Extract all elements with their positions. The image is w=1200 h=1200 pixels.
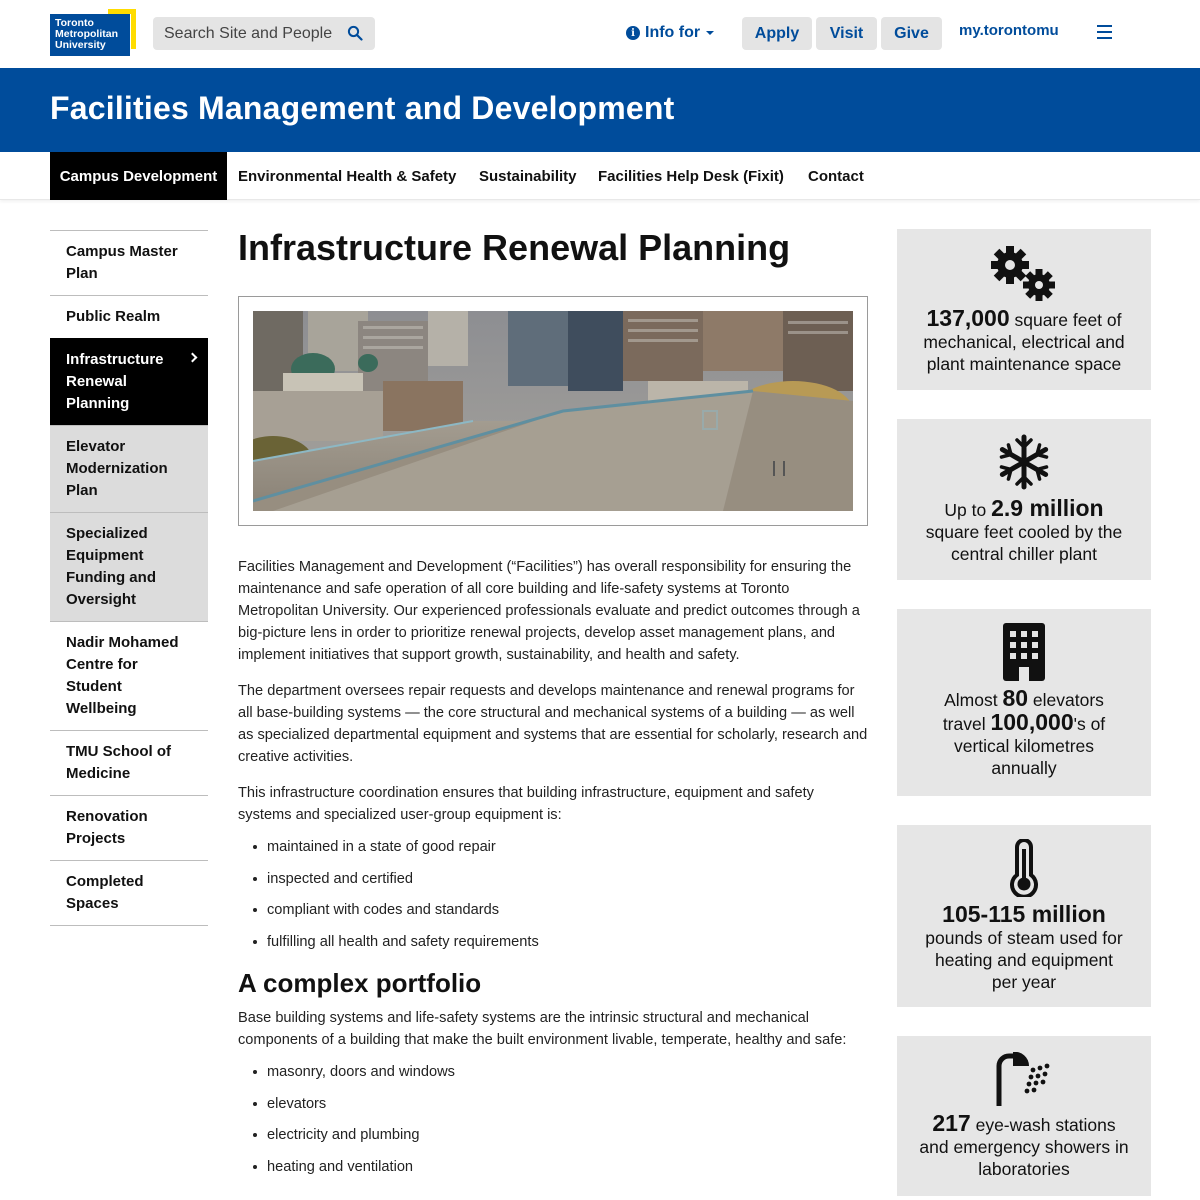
logo-line-3: University — [55, 39, 106, 51]
list-item: compliant with codes and standards — [238, 899, 868, 921]
building-icon — [1001, 623, 1047, 681]
thermometer-icon — [1007, 839, 1041, 897]
search-input[interactable] — [153, 17, 343, 50]
sidebar-item-specialized-equipment[interactable]: Specialized Equipment Funding and Oversight — [50, 512, 208, 621]
portfolio-heading: A complex portfolio — [238, 968, 482, 999]
site-header — [0, 0, 1200, 68]
stat-label: mechanical, electrical and — [923, 332, 1125, 352]
stat-label: elevators — [1028, 690, 1104, 710]
section-nav-environmental-health-safety[interactable]: Environmental Health & Safety — [238, 167, 457, 185]
section-nav-campus-development[interactable]: Campus Development — [50, 152, 227, 200]
stat-label: Almost — [944, 690, 1003, 710]
list-item: electricity and plumbing — [238, 1124, 868, 1146]
oversight-paragraph: The department oversees repair requests and develops maintenance and renewal programs for all base-building systems — the core structural and mechanical systems of a building — as well as specialized departmental equipment and systems that are essential for scholarly, research and creative activities. — [238, 683, 868, 765]
list-item: maintained in a state of good repair — [238, 836, 868, 858]
site-banner — [0, 68, 1200, 152]
stat-label: square feet of — [1009, 310, 1122, 330]
intro-paragraph: Facilities Management and Development (“Facilities”) has overall responsibility for ensuring the maintenance and safe operation of all core building and life-safety systems at Toronto Metropolitan University. Our experienced professionals evaluate and predict outcomes through a big-picture lens in order to prioritize renewal projects, develop asset management plans, and implement initiatives that support growth, sustainability, and health and safety. — [238, 559, 860, 663]
stat-card-steam — [897, 825, 1151, 1007]
logo-line-1: Toronto — [55, 17, 94, 29]
stat-text — [897, 1112, 1151, 1180]
give-button[interactable]: Give — [881, 17, 942, 50]
stat-card-maintenance-space — [897, 229, 1151, 390]
stat-number: 217 — [932, 1110, 971, 1136]
stat-text — [897, 903, 1151, 993]
stat-label: heating and equipment — [934, 950, 1114, 970]
snowflake-icon — [996, 433, 1052, 491]
stat-number: 137,000 — [926, 305, 1010, 331]
visit-button[interactable]: Visit — [816, 17, 877, 50]
stat-label: pounds of steam used for — [925, 928, 1123, 948]
university-logo[interactable] — [50, 9, 136, 56]
main-content — [238, 228, 868, 1188]
stat-number: 80 — [1002, 685, 1029, 711]
stat-label: eye-wash stations — [970, 1115, 1116, 1135]
search-box — [153, 17, 375, 50]
sidebar-item-label: Infrastructure Renewal Planning — [66, 351, 164, 412]
info-for-dropdown[interactable] — [626, 22, 714, 44]
rooftop-photo-frame — [238, 296, 868, 526]
stat-label: vertical kilometres — [953, 736, 1095, 756]
sidebar-item-nadir-mohamed-centre[interactable]: Nadir Mohamed Centre for Student Wellbeing — [50, 621, 208, 730]
section-nav-sustainability[interactable]: Sustainability — [479, 167, 577, 185]
sidebar-item-elevator-modernization[interactable]: Elevator Modernization Plan — [50, 425, 208, 512]
stat-text — [897, 687, 1151, 779]
list-item: inspected and certified — [238, 868, 868, 890]
left-sidebar-nav — [50, 230, 208, 926]
sidebar-item-completed-spaces[interactable]: Completed Spaces — [50, 860, 208, 926]
sidebar-item-public-realm[interactable]: Public Realm — [50, 295, 208, 338]
page-title: Infrastructure Renewal Planning — [238, 227, 791, 268]
sidebar-item-campus-master-plan[interactable]: Campus Master Plan — [50, 230, 208, 295]
sidebar-item-school-of-medicine[interactable]: TMU School of Medicine — [50, 730, 208, 795]
chevron-right-icon — [188, 353, 198, 363]
list-item: masonry, doors and windows — [238, 1061, 868, 1083]
list-item: fulfilling all health and safety requirements — [238, 931, 868, 953]
section-nav — [0, 152, 1200, 200]
stat-number: 2.9 million — [991, 495, 1104, 521]
portfolio-paragraph: Base building systems and life-safety systems are the intrinsic structural and mechanical components of a building that make the built environment livable, temperate, healthy and safe: — [238, 1010, 847, 1049]
section-nav-help-desk[interactable]: Facilities Help Desk (Fixit) — [598, 167, 784, 185]
stat-label: plant maintenance space — [926, 354, 1122, 374]
gears-icon — [987, 243, 1061, 303]
stat-number: 105-115 million — [942, 901, 1106, 927]
coordination-paragraph: This infrastructure coordination ensures that building infrastructure, equipment and safety systems and specialized user-group equipment is: — [238, 785, 814, 823]
list-item: heating and ventilation — [238, 1156, 868, 1178]
list-item: elevators — [238, 1093, 868, 1115]
sidebar-item-renovation-projects[interactable]: Renovation Projects — [50, 795, 208, 860]
stat-label: laboratories — [978, 1159, 1070, 1179]
sidebar-item-infrastructure-renewal[interactable] — [50, 338, 208, 425]
search-icon[interactable] — [347, 25, 363, 41]
stat-card-elevators — [897, 609, 1151, 796]
stat-label: square feet cooled by the — [925, 522, 1123, 542]
requirements-list — [238, 836, 868, 953]
stat-card-eyewash — [897, 1036, 1151, 1196]
stat-text — [897, 497, 1151, 565]
stat-label: and emergency showers in — [919, 1137, 1129, 1157]
site-title[interactable]: Facilities Management and Development — [50, 90, 675, 126]
logo-text — [55, 18, 118, 51]
apply-button[interactable]: Apply — [742, 17, 812, 50]
info-for-label: Info for — [645, 24, 701, 41]
logo-line-2: Metropolitan — [55, 28, 118, 40]
stat-number: 100,000 — [990, 709, 1074, 735]
stat-label: travel — [942, 714, 991, 734]
stat-label: central chiller plant — [951, 544, 1097, 564]
stat-label: annually — [991, 758, 1057, 778]
my-torontomu-link[interactable]: my.torontomu — [959, 22, 1059, 39]
stat-text — [897, 307, 1151, 375]
info-icon: i — [626, 26, 640, 40]
stat-label: Up to — [944, 500, 992, 520]
rooftop-photo — [253, 311, 853, 511]
shower-icon — [993, 1052, 1055, 1106]
section-nav-contact[interactable]: Contact — [808, 167, 864, 185]
stat-label: 's of — [1073, 714, 1106, 734]
hamburger-menu-icon[interactable] — [1097, 25, 1112, 39]
stat-label: per year — [991, 972, 1057, 992]
stat-card-cooling — [897, 419, 1151, 580]
systems-list — [238, 1061, 868, 1178]
chevron-down-icon — [706, 31, 714, 35]
